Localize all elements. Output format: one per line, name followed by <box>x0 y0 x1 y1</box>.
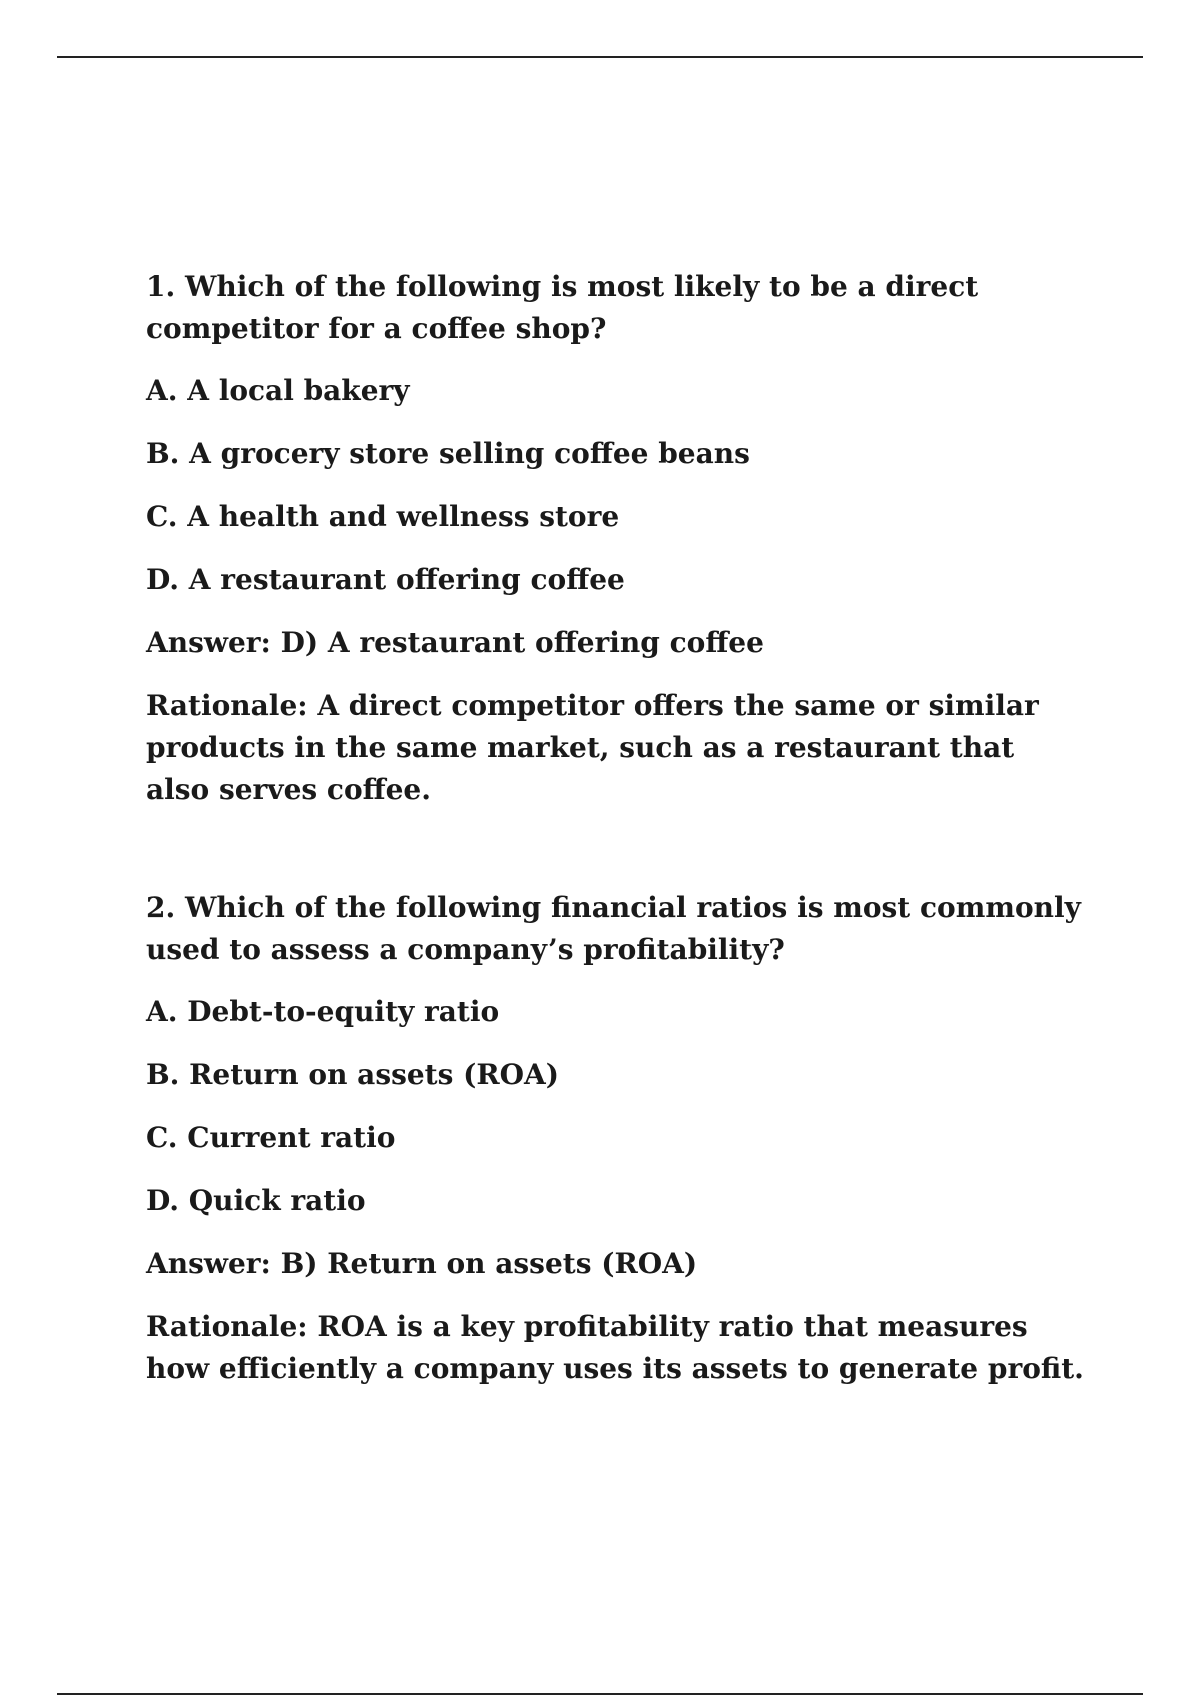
header-rule <box>57 56 1143 58</box>
option-a: A. Debt-to-equity ratio <box>146 995 500 1028</box>
option-d: D. A restaurant offering coffee <box>146 563 625 596</box>
question-text: 1. Which of the following is most likely to be a direct competitor for a coffee shop? <box>146 270 979 345</box>
question-block-2 <box>146 887 1086 1390</box>
option-a: A. A local bakery <box>146 374 410 407</box>
rationale-text: Rationale: ROA is a key profitability ratio that measures how efficiently a company uses its assets to generate profit. <box>146 1310 1084 1385</box>
footer-rule <box>57 1693 1143 1695</box>
answer-text: Answer: D) A restaurant offering coffee <box>146 626 764 659</box>
rationale-text: Rationale: A direct competitor offers the same or similar products in the same market, such as a restaurant that also serves coffee. <box>146 689 1039 806</box>
option-c: C. Current ratio <box>146 1121 396 1154</box>
document-body <box>146 266 1086 1390</box>
option-b: B. Return on assets (ROA) <box>146 1058 559 1091</box>
answer-text: Answer: B) Return on assets (ROA) <box>146 1247 698 1280</box>
question-block-1 <box>146 266 1086 811</box>
option-b: B. A grocery store selling coffee beans <box>146 437 750 470</box>
question-text: 2. Which of the following financial ratios is most commonly used to assess a company’s profitability? <box>146 891 1081 966</box>
option-c: C. A health and wellness store <box>146 500 620 533</box>
option-d: D. Quick ratio <box>146 1184 366 1217</box>
